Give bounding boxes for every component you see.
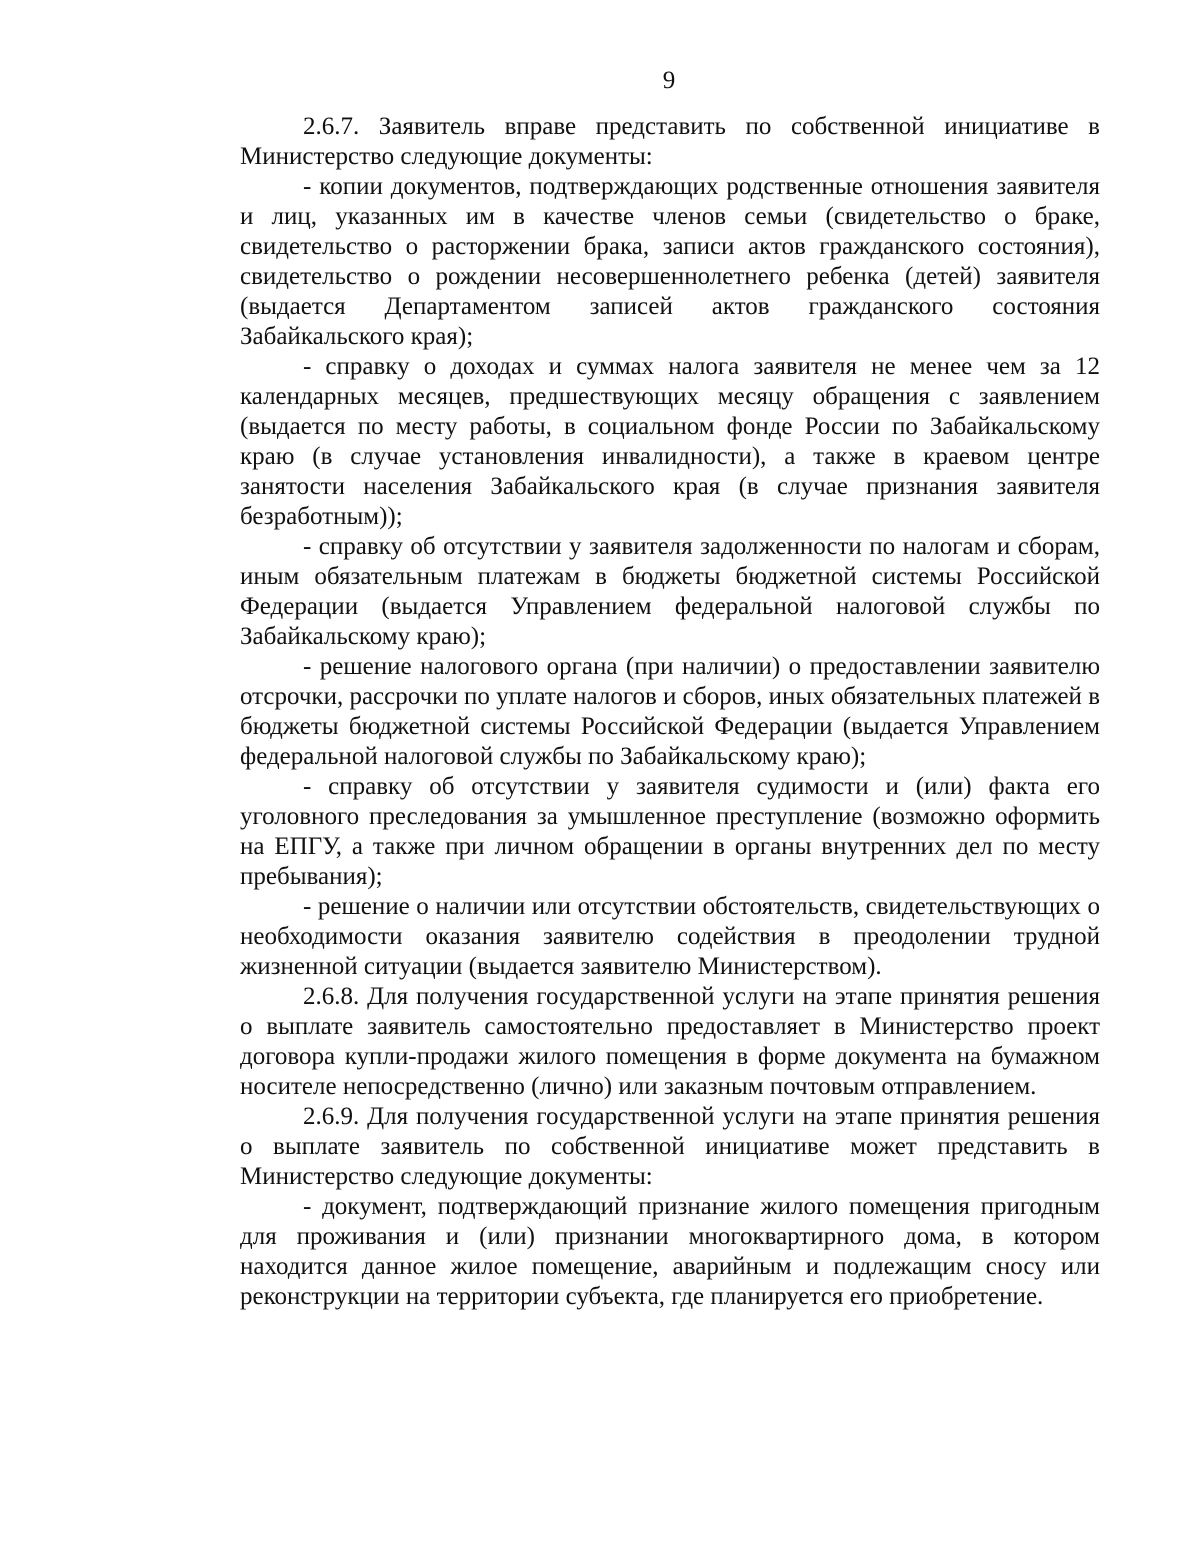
list-item-income-certificate: - справку о доходах и суммах налога заявителя не менее чем за 12 календарных месяцев, предшествующих месяцу обращения с заявлением (выдается по месту работы, в социальном фонде России по Забайкальскому краю (в случае установления инвалидности), а также в краевом центре занятости населения Забайкальского края (в случае признания заявителя безработным)); <box>240 353 1100 530</box>
list-item-tax-deferral-decision: - решение налогового органа (при наличии) о предоставлении заявителю отсрочки, рассрочки по уплате налогов и сборов, иных обязательных платежей в бюджеты бюджетной системы Российской Федерации (выдается Управлением федеральной налоговой службы по Забайкальскому краю); <box>240 653 1100 770</box>
list-item-hardship-decision: - решение о наличии или отсутствии обстоятельств, свидетельствующих о необходимости оказания заявителю содействия в преодолении трудной жизненной ситуации (выдается заявителю Министерством). <box>240 893 1100 980</box>
paragraph-2-6-8: 2.6.8. Для получения государственной услуги на этапе принятия решения о выплате заявитель самостоятельно предоставляет в Министерство проект договора купли-продажи жилого помещения в форме документа на бумажном носителе непосредственно (лично) или заказным почтовым отправлением. <box>240 983 1100 1100</box>
list-item-tax-debt-certificate: - справку об отсутствии у заявителя задолженности по налогам и сборам, иным обязательным платежам в бюджеты бюджетной системы Российской Федерации (выдается Управлением федеральной налоговой службы по Забайкальскому краю); <box>240 533 1100 650</box>
list-item-housing-suitability-document: - документ, подтверждающий признание жилого помещения пригодным для проживания и (или) признании многоквартирного дома, в котором находится данное жилое помещение, аварийным и подлежащим сносу или реконструкции на территории субъекта, где планируется его приобретение. <box>240 1193 1100 1310</box>
paragraph-2-6-7: 2.6.7. Заявитель вправе представить по собственной инициативе в Министерство следующие документы: <box>240 113 1100 170</box>
document-body <box>240 112 1100 1312</box>
page-number: 9 <box>662 67 676 94</box>
list-item-criminal-record-certificate: - справку об отсутствии у заявителя судимости и (или) факта его уголовного преследования за умышленное преступление (возможно оформить на ЕПГУ, а также при личном обращении в органы внутренних дел по месту пребывания); <box>240 773 1100 890</box>
paragraph-2-6-9: 2.6.9. Для получения государственной услуги на этапе принятия решения о выплате заявитель по собственной инициативе может представить в Министерство следующие документы: <box>240 1103 1100 1190</box>
list-item-family-documents: - копии документов, подтверждающих родственные отношения заявителя и лиц, указанных им в качестве членов семьи (свидетельство о браке, свидетельство о расторжении брака, записи актов гражданского состояния), свидетельство о рождении несовершеннолетнего ребенка (детей) заявителя (выдается Департаментом записей актов гражданского состояния Забайкальского края); <box>240 173 1100 350</box>
